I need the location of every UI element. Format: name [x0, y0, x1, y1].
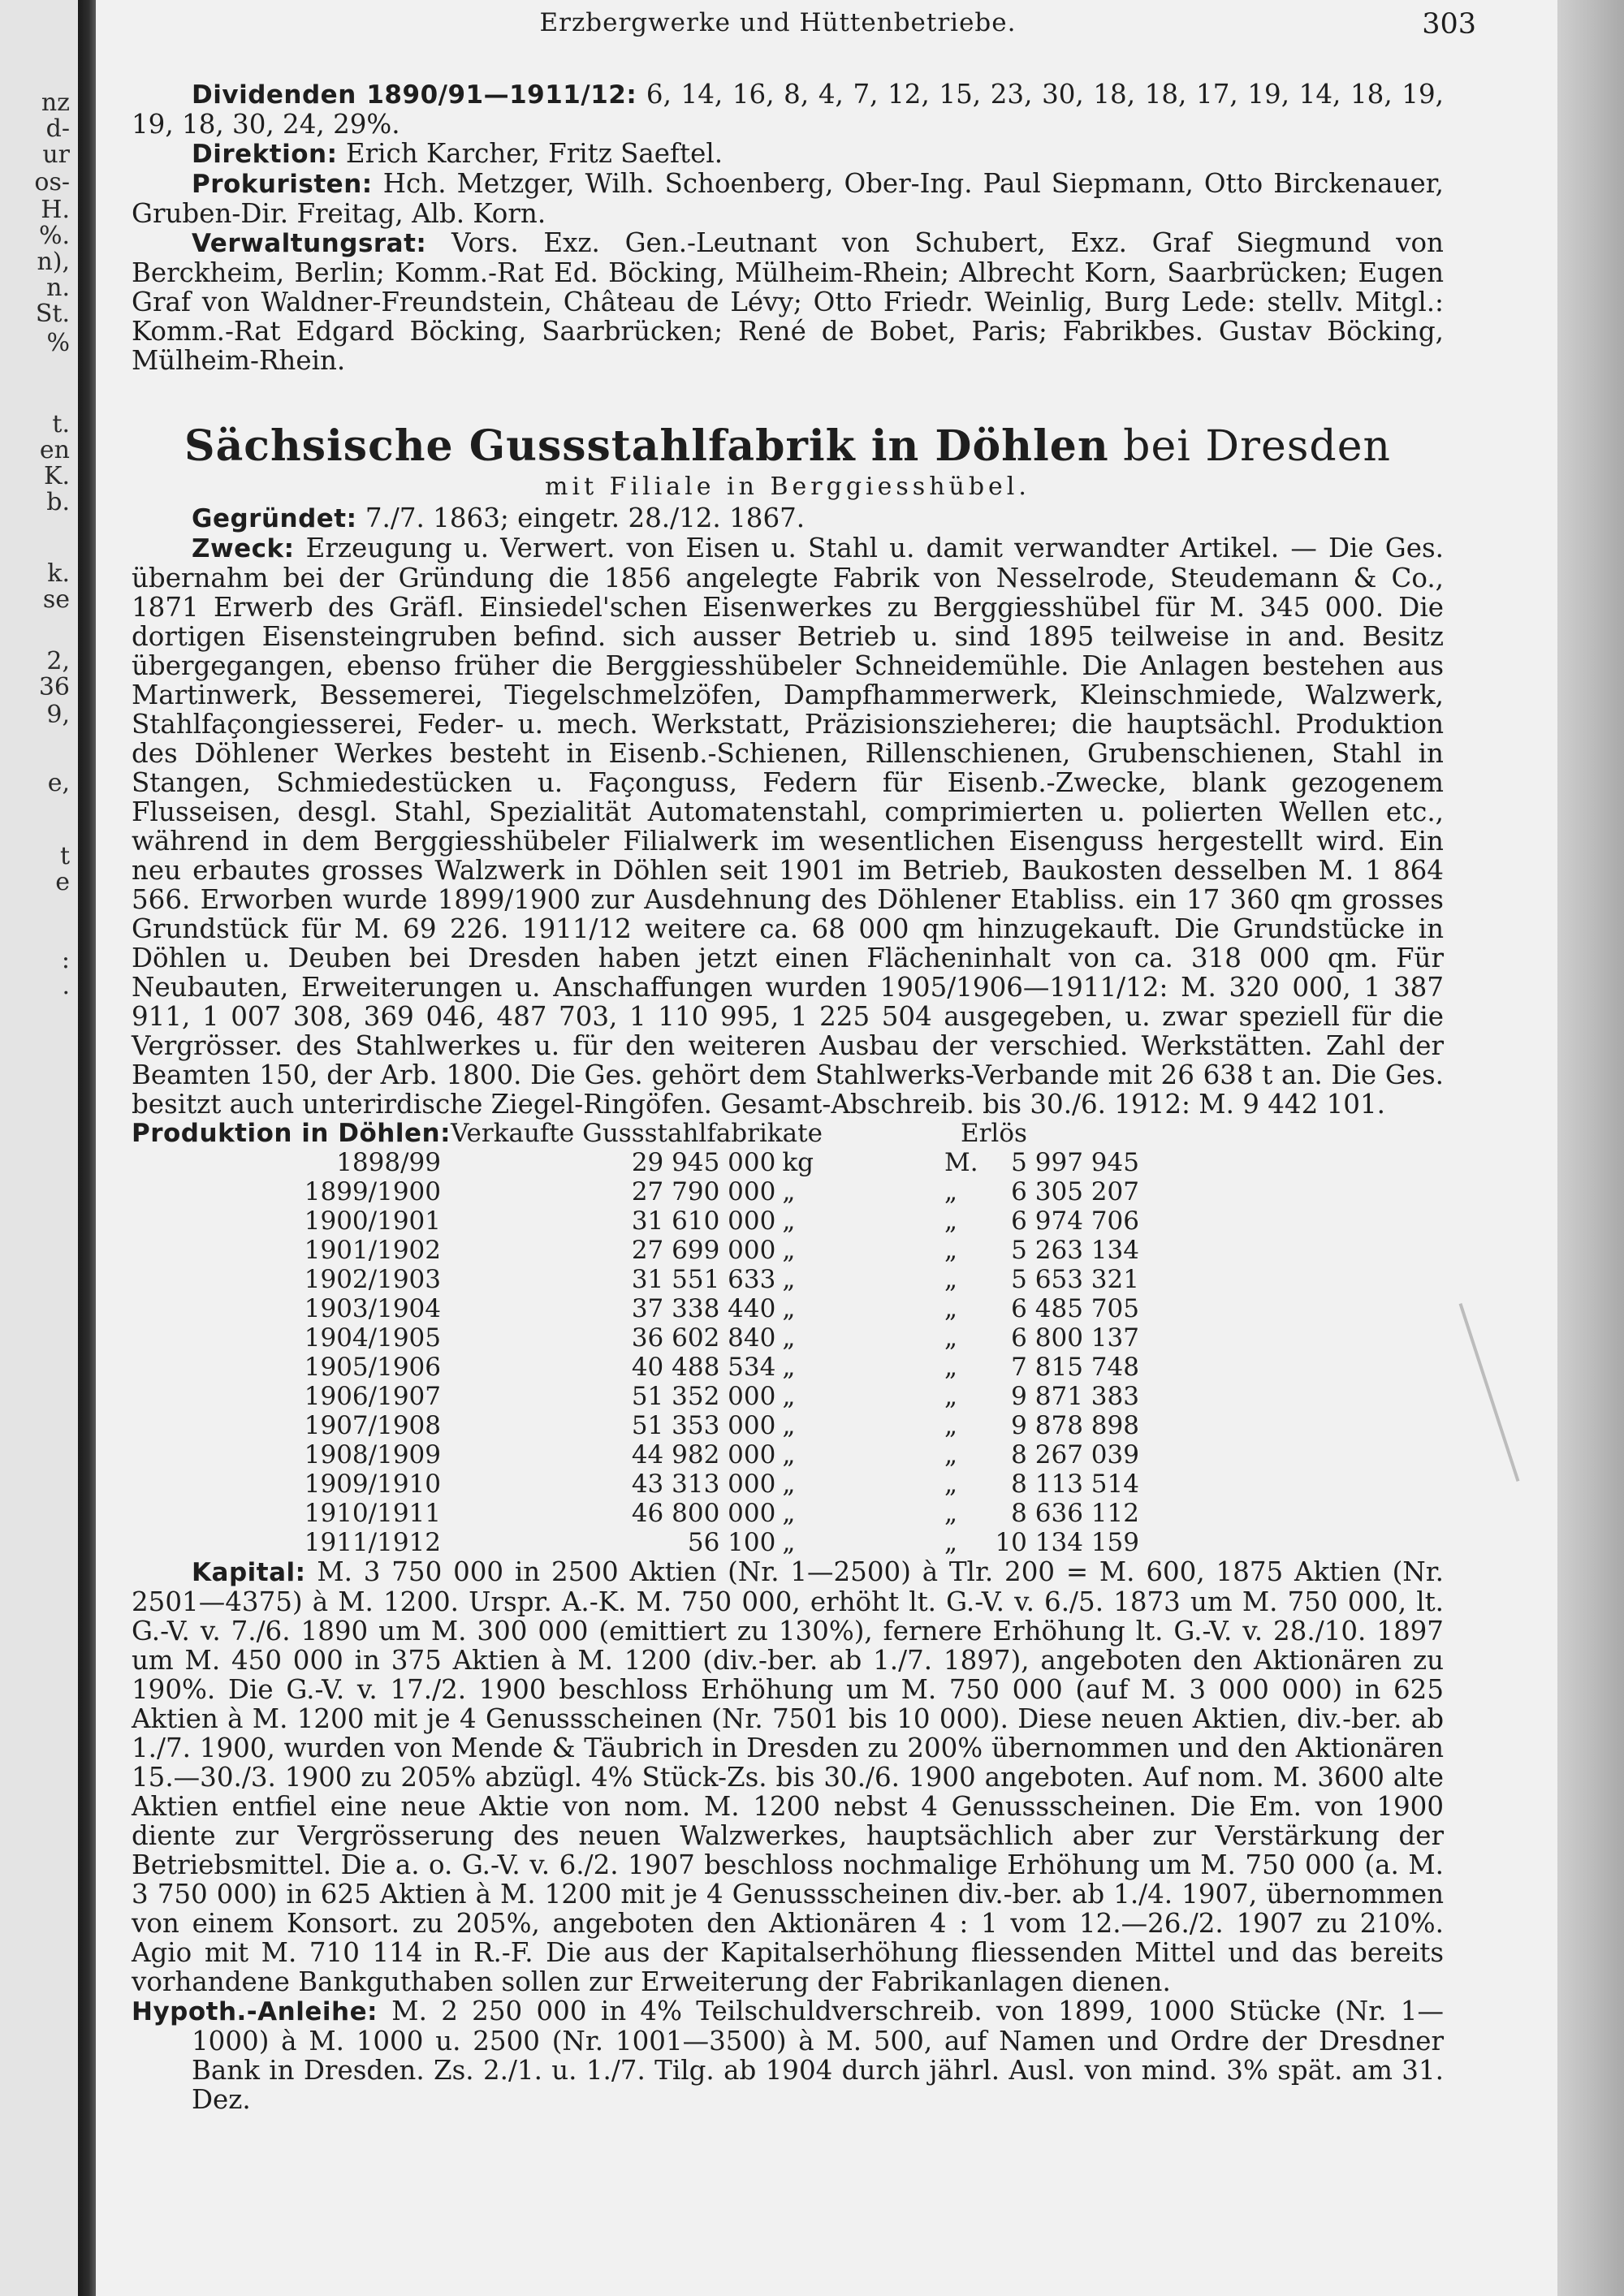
direktion-label: Direktion: [192, 140, 338, 169]
previous-page-fragment: St. [35, 300, 70, 328]
production-quantity: 51 352 000 [631, 1382, 776, 1411]
prokuristen-label: Prokuristen: [192, 170, 373, 199]
production-revenue: 9 871 383 [1011, 1382, 1139, 1411]
production-row [132, 1470, 1139, 1499]
production-unit: „ [782, 1265, 796, 1294]
production-revenue: 6 485 705 [1011, 1294, 1139, 1323]
production-revenue: 6 974 706 [1011, 1206, 1139, 1236]
production-table-header [132, 1119, 1139, 1148]
dividenden-text: 6, 14, 16, 8, 4, 7, 12, 15, 23, 30, 18, 18, 17, 19, 14, 18, 19, 19, 18, 30, 24, 29%. [132, 79, 1444, 140]
page-content [132, 80, 1444, 2114]
zweck-text: Erzeugung u. Verwert. von Eisen u. Stahl u. damit verwandter Artikel. — Die Ges. übernahm bei der Gründung die 1856 angelegte Fabrik von Nesselrode, Steudemann & Co., 1871 Erwerb des Gräfl. Einsiedel'schen Eisenwerkes zu Berggiesshübel für M. 345 000. Die dortigen Eisensteingruben befind. sich ausser Betrieb u. sind 1895 teilweise in and. Besitz übergegangen, ebenso früher die Berggiesshübeler Schneidemühle. Die Anlagen bestehen aus Martinwerk, Bessemerei, Tiegelschmelzöfen, Dampfhammerwerk, Kleinschmiede, Walzwerk, Stahlfaçongiesserei, Feder- u. mech. Werkstatt, Präzisionsziehereı; die hauptsächl. Produktion des Döhlener Werkes besteht in Eisenb.-Schienen, Rillenschienen, Grubenschienen, Stahl in Stangen, Schmiedestücken u. Façonguss, Federn für Eisenb.-Zwecke, blank gezogenem Flusseisen, desgl. Stahl, Spezialität Automatenstahl, comprimierten u. polierten Wellen etc., während in dem Berggiesshübeler Filialwerk im wesentlichen Eisenguss hergestellt wird. Ein neu erbautes grosses Walzwerk in Döhlen seit 1901 im Betrieb, Baukosten desselben M. 1 864 566. Erworben wurde 1899/1900 zur Ausdehnung des Döhlener Etabliss. ein 17 360 qm grosses Grundstück für M. 69 226. 1911/12 weitere ca. 68 000 qm hinzugekauft. Die Grundstücke in Döhlen u. Deuben bei Dresden haben jetzt einen Flächeninhalt von ca. 318 000 qm. Für Neubauten, Erweiterungen u. Anschaffungen wurden 1905/1906—1911/12: M. 320 000, 1 387 911, 1 007 308, 369 046, 487 703, 1 110 995, 1 225 504 ausgegeben, u. zwar speziell für die Vergrösser. des Stahlwerkes u. für den weiteren Ausbau der verschied. Werkstätten. Zahl der Beamten 150, der Arb. 1800. Die Ges. gehört dem Stahlwerks-Verbande mit 26 638 t an. Die Ges. besitzt auch unterirdische Ziegel-Ringöfen. Gesamt-Abschreib. bis 30./6. 1912: M. 9 442 101. [132, 533, 1444, 1120]
production-year: 1904/1905 [304, 1323, 441, 1353]
production-unit: „ [782, 1440, 796, 1470]
production-label-cell [132, 1119, 451, 1148]
previous-page-edge [0, 0, 78, 2296]
production-row [132, 1206, 1139, 1236]
prokuristen-text: Hch. Metzger, Wilh. Schoenberg, Ober-Ing. Paul Siepmann, Otto Birckenauer, Gruben-Dir. Freitag, Alb. Korn. [132, 168, 1444, 229]
production-unit: „ [782, 1353, 796, 1382]
production-revenue: 8 636 112 [1011, 1499, 1139, 1528]
production-currency: „ [944, 1265, 958, 1294]
previous-page-fragment: t. [52, 410, 70, 438]
company-title-bold: Sächsische Gussstahlfabrik in Döhlen [184, 421, 1109, 471]
production-quantity: 31 551 633 [631, 1265, 776, 1294]
production-row [132, 1236, 1139, 1265]
production-unit: „ [782, 1206, 796, 1236]
production-revenue: 10 134 159 [995, 1528, 1139, 1557]
gegruendet-text: 7./7. 1863; eingetr. 28./12. 1867. [365, 503, 806, 533]
production-quantity: 37 338 440 [631, 1294, 776, 1323]
production-quantity: 31 610 000 [631, 1206, 776, 1236]
production-quantity: 46 800 000 [631, 1499, 776, 1528]
previous-page-fragment: % [46, 329, 70, 357]
production-currency: „ [944, 1353, 958, 1382]
direktion-entry [132, 139, 1444, 169]
previous-page-fragment: t [59, 842, 70, 870]
production-row [132, 1177, 1139, 1206]
production-unit: „ [782, 1499, 796, 1528]
previous-page-fragment: ur [42, 140, 70, 169]
production-revenue: 6 305 207 [1011, 1177, 1139, 1206]
produktion-label: Produktion in Döhlen: [132, 1119, 451, 1148]
production-row [132, 1528, 1139, 1557]
production-year: 1908/1909 [304, 1440, 441, 1470]
production-unit: „ [782, 1528, 796, 1557]
production-revenue: 8 113 514 [1011, 1470, 1139, 1499]
book-gutter [78, 0, 96, 2296]
hypoth-label: Hypoth.-Anleihe: [132, 1997, 378, 2026]
production-currency: „ [944, 1382, 958, 1411]
production-unit: „ [782, 1236, 796, 1265]
previous-page-fragment: 9, [46, 701, 70, 729]
zweck-label: Zweck: [192, 534, 295, 563]
production-currency: „ [944, 1499, 958, 1528]
page-header [96, 8, 1557, 45]
production-revenue: 6 800 137 [1011, 1323, 1139, 1353]
company-title-rest: bei Dresden [1123, 422, 1391, 471]
verwaltungsrat-label: Verwaltungsrat: [192, 229, 427, 258]
previous-page-fragment: : [61, 946, 70, 974]
production-year: 1900/1901 [304, 1206, 441, 1236]
production-row [132, 1382, 1139, 1411]
production-currency: „ [944, 1528, 958, 1557]
production-year: 1910/1911 [304, 1499, 441, 1528]
previous-page-fragment: e [55, 868, 70, 896]
previous-page-fragment: nz [41, 88, 70, 117]
production-row [132, 1499, 1139, 1528]
production-quantity: 29 945 000 [631, 1148, 776, 1177]
previous-page-fragment: e, [47, 769, 70, 797]
production-currency: „ [944, 1206, 958, 1236]
page-number: 303 [1422, 8, 1476, 41]
production-quantity: 43 313 000 [631, 1470, 776, 1499]
production-revenue: 8 267 039 [1011, 1440, 1139, 1470]
production-revenue: 5 997 945 [1011, 1148, 1139, 1177]
production-unit: kg [782, 1148, 814, 1177]
previous-page-fragment: os- [34, 168, 70, 196]
previous-page-fragment: n), [37, 248, 70, 276]
previous-page-fragment: 36 [38, 673, 70, 701]
production-unit: „ [782, 1411, 796, 1440]
production-year: 1909/1910 [304, 1470, 441, 1499]
previous-page-fragment: . [62, 972, 70, 1000]
previous-page-fragment: en [39, 436, 70, 464]
prokuristen-entry [132, 169, 1444, 228]
previous-page-fragment: n. [46, 274, 70, 302]
production-currency: „ [944, 1177, 958, 1206]
production-quantity: 44 982 000 [631, 1440, 776, 1470]
production-unit: „ [782, 1470, 796, 1499]
production-revenue: 5 653 321 [1011, 1265, 1139, 1294]
zweck-entry [132, 533, 1444, 1119]
production-revenue: 5 263 134 [1011, 1236, 1139, 1265]
production-year: 1906/1907 [304, 1382, 441, 1411]
production-year: 1901/1902 [304, 1236, 441, 1265]
production-revenue: 7 815 748 [1011, 1353, 1139, 1382]
kapital-entry [132, 1557, 1444, 1996]
production-year: 1898/99 [336, 1148, 441, 1177]
direktion-text: Erich Karcher, Fritz Saeftel. [345, 138, 723, 169]
production-quantity: 51 353 000 [631, 1411, 776, 1440]
kapital-label: Kapital: [192, 1558, 306, 1587]
production-year: 1907/1908 [304, 1411, 441, 1440]
production-currency: „ [944, 1323, 958, 1353]
company-subtitle: mit Filiale in Berggiesshübel. [545, 473, 1030, 501]
production-year: 1902/1903 [304, 1265, 441, 1294]
production-year: 1911/1912 [304, 1528, 441, 1557]
production-quantity: 56 100 [687, 1528, 776, 1557]
production-currency: „ [944, 1411, 958, 1440]
dividenden-entry [132, 80, 1444, 139]
production-quantity: 36 602 840 [631, 1323, 776, 1353]
production-unit: „ [782, 1382, 796, 1411]
company-title [132, 422, 1444, 471]
page-right-edge [1557, 0, 1624, 2296]
production-currency: M. [944, 1148, 978, 1177]
production-row [132, 1440, 1139, 1470]
previous-page-fragment: H. [41, 196, 70, 224]
previous-page-fragment: se [42, 585, 70, 614]
production-row [132, 1148, 1139, 1177]
production-quantity: 40 488 534 [631, 1353, 776, 1382]
production-quantity: 27 699 000 [631, 1236, 776, 1265]
company-heading [132, 422, 1444, 503]
production-table [132, 1119, 1139, 1557]
production-unit: „ [782, 1323, 796, 1353]
production-revenue: 9 878 898 [1011, 1411, 1139, 1440]
production-currency: „ [944, 1236, 958, 1265]
production-currency: „ [944, 1294, 958, 1323]
production-row [132, 1294, 1139, 1323]
production-year: 1905/1906 [304, 1353, 441, 1382]
production-currency: „ [944, 1470, 958, 1499]
production-row [132, 1323, 1139, 1353]
verwaltungsrat-text: Vors. Exz. Gen.-Leutnant von Schubert, Exz. Graf Siegmund von Berckheim, Berlin; Komm.-Rat Ed. Böcking, Mülheim-Rhein; Albrecht Korn, Saarbrücken; Eugen Graf von Waldner-Freundstein, Château de Lévy; Otto Friedr. Weinlig, Burg Lede: stellv. Mitgl.: Komm.-Rat Edgard Böcking, Saarbrücken; René de Bobet, Paris; Fabrikbes. Gustav Böcking, Mülheim-Rhein. [132, 227, 1444, 376]
column-header-revenue: Erlös [960, 1119, 1027, 1148]
production-unit: „ [782, 1177, 796, 1206]
previous-page-fragment: K. [44, 462, 70, 490]
production-row [132, 1411, 1139, 1440]
previous-page-fragment: b. [46, 488, 70, 516]
running-head: Erzbergwerke und Hüttenbetriebe. [539, 8, 1017, 37]
column-header-sold: Verkaufte Gussstahlfabrikate [451, 1119, 823, 1148]
gegruendet-entry [132, 503, 1444, 533]
gegruendet-label: Gegründet: [192, 504, 357, 533]
dividenden-label: Dividenden 1890/91—1911/12: [192, 80, 637, 110]
page [96, 0, 1557, 2296]
kapital-text: M. 3 750 000 in 2500 Aktien (Nr. 1—2500) à Tlr. 200 = M. 600, 1875 Aktien (Nr. 2501—4375) à M. 1200. Urspr. A.-K. M. 750 000, erhöht lt. G.-V. v. 6./5. 1873 um M. 750 000, lt. G.-V. v. 7./6. 1890 um M. 300 000 (emittiert zu 130%), fernere Erhöhung lt. G.-V. v. 28./10. 1897 um M. 450 000 in 375 Aktien à M. 1200 (div.-ber. ab 1./7. 1897), angeboten den Aktionären zu 190%. Die G.-V. v. 17./2. 1900 beschloss Erhöhung um M. 750 000 (auf M. 3 000 000) in 625 Aktien à M. 1200 mit je 4 Genussscheinen (Nr. 7501 bis 10 000). Diese neuen Aktien, div.-ber. ab 1./7. 1900, wurden von Mende & Täubrich in Dresden zu 200% übernommen und den Aktionären 15.—30./3. 1900 zu 205% abzügl. 4% Stück-Zs. bis 30./6. 1900 angeboten. Auf nom. M. 3600 alte Aktien entfiel eine neue Aktie von nom. M. 1200 nebst 4 Genussscheinen. Die Em. von 1900 diente zur Vergrösserung des neuen Walzwerkes, hauptsächlich aber zur Verstärkung der Betriebsmittel. Die a. o. G.-V. v. 6./2. 1907 beschloss nochmalige Erhöhung um M. 750 000 (a. M. 3 750 000) in 625 Aktien à M. 1200 mit je 4 Genussscheinen div.-ber. ab 1./4. 1907, übernommen von einem Konsort. zu 205%, angeboten den Aktionären 4 : 1 vom 12.—26./2. 1907 zu 210%. Agio mit M. 710 114 in R.-F. Die aus der Kapitalserhöhung fliessenden Mittel und das bereits vorhandene Bankguthaben sollen zur Erweiterung der Fabrikanlagen dienen. [132, 1556, 1444, 1997]
hypoth-text: M. 2 250 000 in 4% Teilschuldverschreib. von 1899, 1000 Stücke (Nr. 1—1000) à M. 1000 u. 2500 (Nr. 1001—3500) à M. 500, auf Namen und Ordre der Dresdner Bank in Dresden. Zs. 2./1. u. 1./7. Tilg. ab 1904 durch jährl. Ausl. von mind. 3% spät. am 31. Dez. [192, 1996, 1444, 2115]
production-quantity: 27 790 000 [631, 1177, 776, 1206]
verwaltungsrat-entry [132, 228, 1444, 375]
production-currency: „ [944, 1440, 958, 1470]
previous-page-fragment: %. [38, 222, 70, 250]
production-unit: „ [782, 1294, 796, 1323]
production-year: 1903/1904 [304, 1294, 441, 1323]
production-row [132, 1353, 1139, 1382]
previous-page-fragment: 2, [46, 647, 70, 675]
previous-page-fragment: d- [45, 114, 70, 143]
production-year: 1899/1900 [304, 1177, 441, 1206]
hypoth-entry [132, 1996, 1444, 2114]
previous-page-fragment: k. [47, 559, 70, 588]
production-row [132, 1265, 1139, 1294]
